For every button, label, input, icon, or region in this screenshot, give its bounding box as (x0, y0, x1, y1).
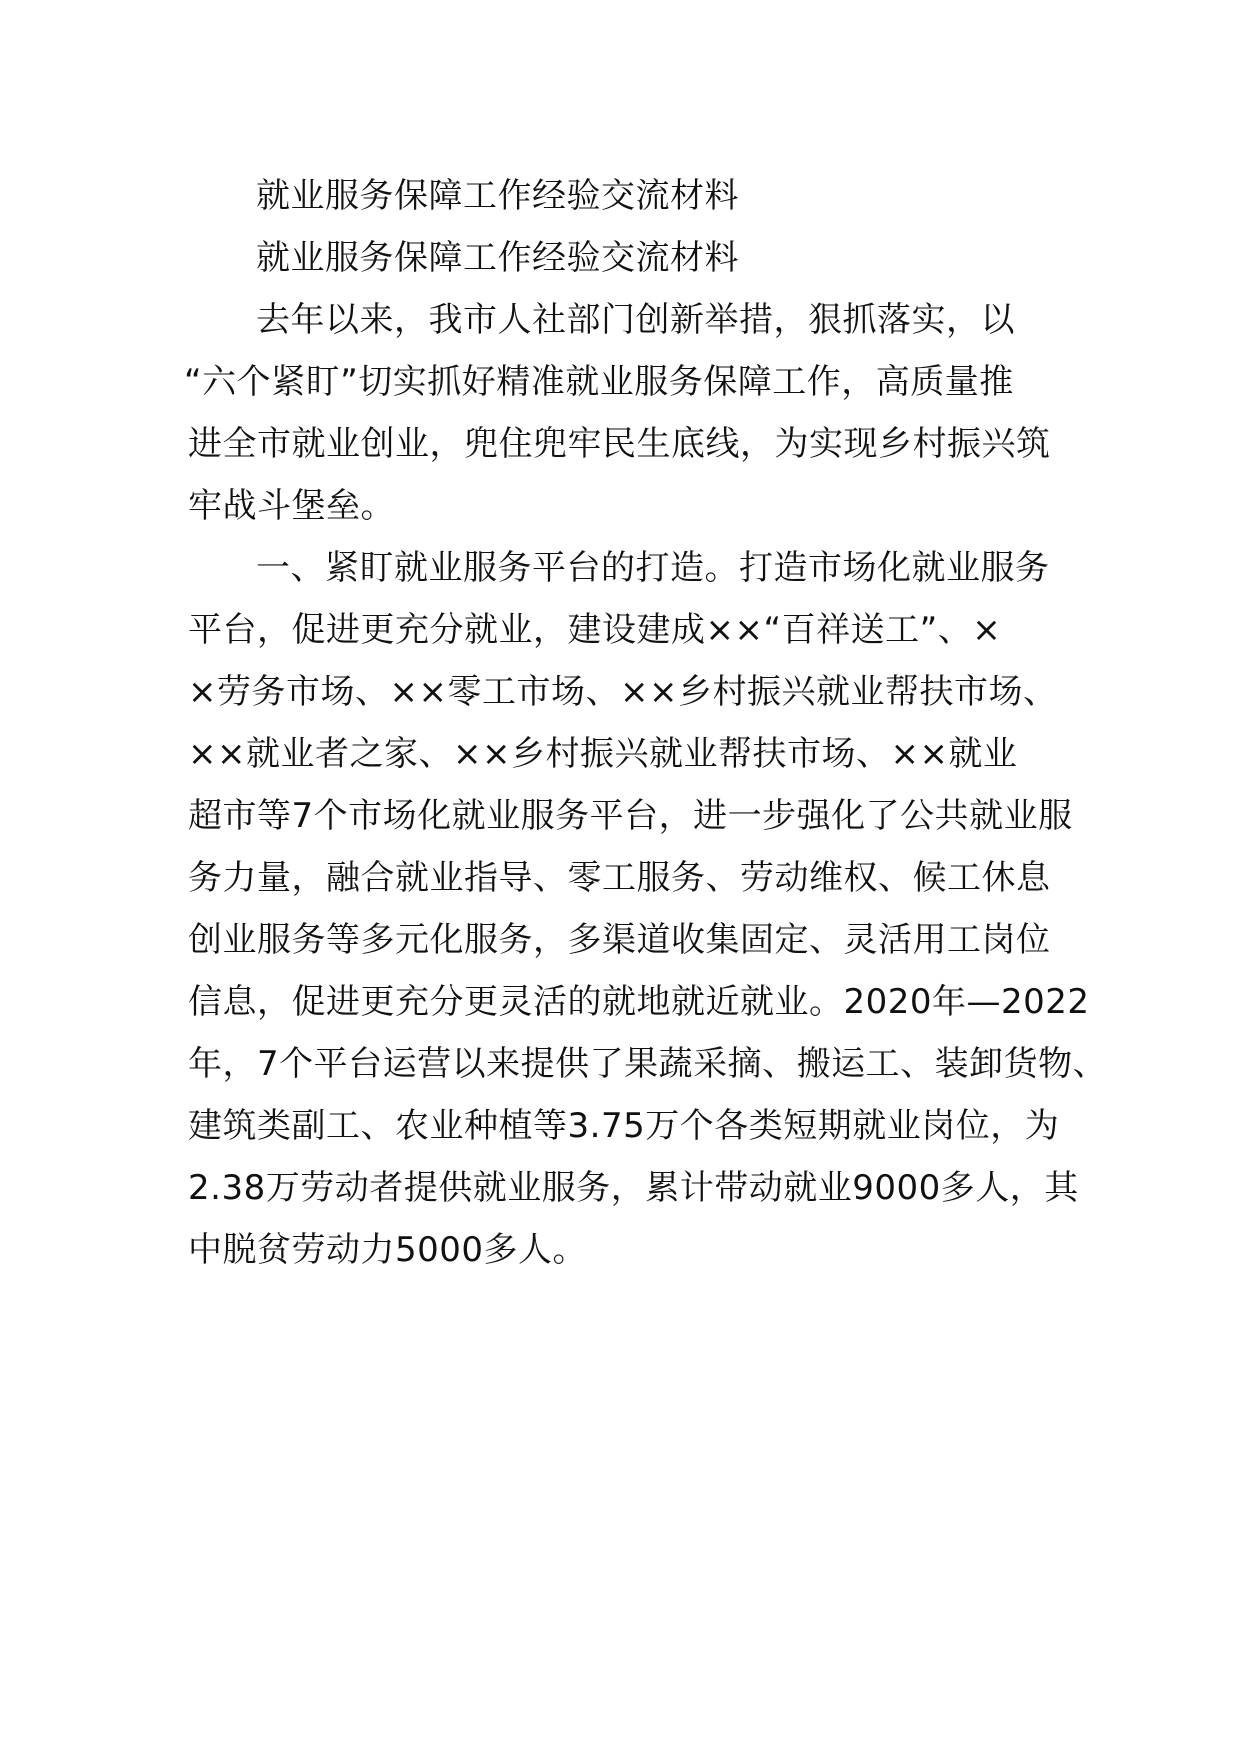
paragraph-line: 信息，促进更充分更灵活的就地就近就业。2020年—2022 (188, 982, 1090, 1022)
paragraph-line: ×劳务市场、××零工市场、××乡村振兴就业帮扶市场、 (188, 672, 1058, 712)
paragraph-line: 进全市就业创业，兜住兜牢民生底线，为实现乡村振兴筑 (188, 424, 1051, 464)
paragraph-line: 去年以来，我市人社部门创新举措，狠抓落实，以 (256, 300, 1015, 340)
paragraph-line: 务力量，融合就业指导、零工服务、劳动维权、候工休息 (188, 858, 1051, 898)
paragraph-line: “六个紧盯”切实抓好精准就业服务保障工作，高质量推 (184, 362, 1014, 402)
paragraph-line: 中脱贫劳动力5000多人。 (188, 1230, 588, 1270)
paragraph-line: 2.38万劳动者提供就业服务，累计带动就业9000多人，其 (188, 1168, 1079, 1208)
intro-paragraph (184, 289, 1056, 537)
paragraph-line: ××就业者之家、××乡村振兴就业帮扶市场、××就业 (188, 734, 1018, 774)
paragraph-line: 年，7个平台运营以来提供了果蔬采摘、搬运工、装卸货物、 (188, 1044, 1108, 1084)
section-heading-line: 一、紧盯就业服务平台的打造。打造市场化就业服务 (256, 548, 1050, 588)
paragraph-line: 建筑类副工、农业种植等3.75万个各类短期就业岗位，为 (188, 1106, 1060, 1146)
paragraph-line: 创业服务等多元化服务，多渠道收集固定、灵活用工岗位 (188, 920, 1051, 960)
section-1-paragraph (188, 537, 1108, 1281)
document-title: 就业服务保障工作经验交流材料 (256, 176, 739, 216)
paragraph-line: 平台，促进更充分就业，建设建成××“百祥送工”、× (188, 610, 1002, 650)
document-body (184, 165, 1108, 1281)
document-title-repeat: 就业服务保障工作经验交流材料 (256, 238, 739, 278)
paragraph-line: 超市等7个市场化就业服务平台，进一步强化了公共就业服 (188, 796, 1073, 836)
paragraph-line: 牢战斗堡垒。 (188, 486, 395, 526)
